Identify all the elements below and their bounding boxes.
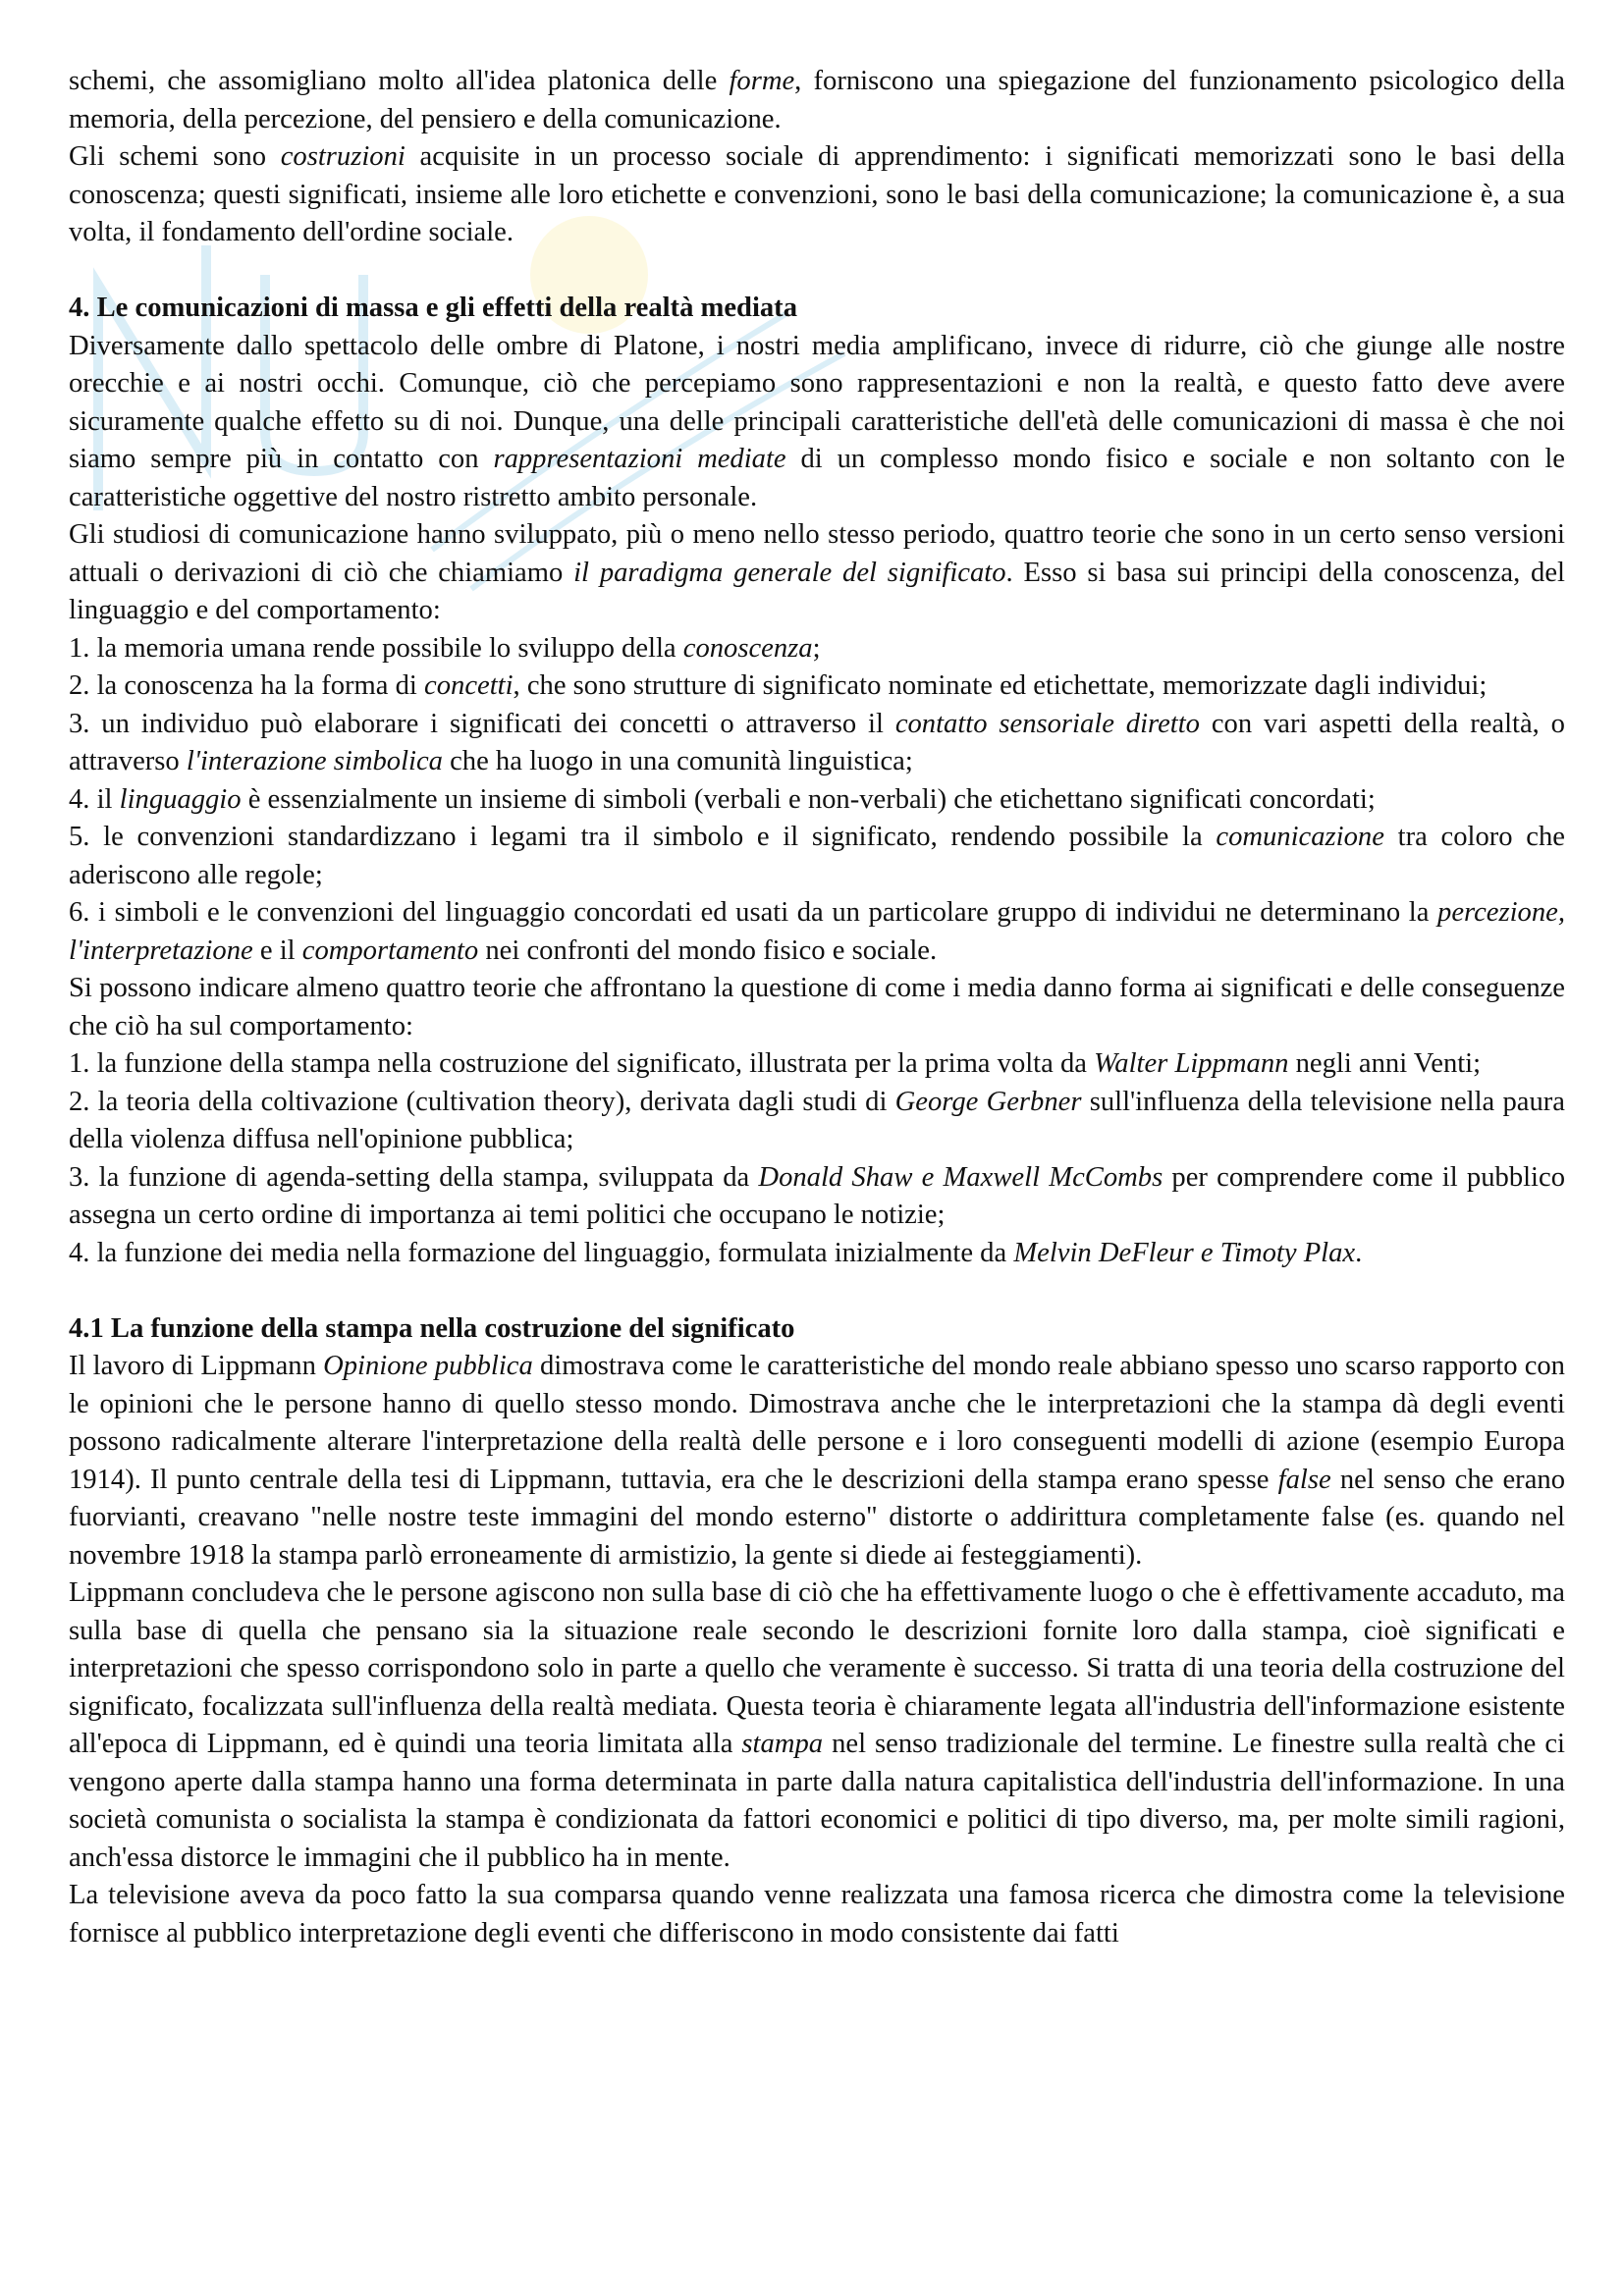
italic-text: percezione, l'interpretazione (69, 897, 1565, 966)
list-item (69, 1045, 1565, 1084)
italic-text: Walter Lippmann (1094, 1048, 1289, 1079)
text-run: Gli schemi sono (69, 141, 281, 172)
text-run: Si possono indicare almeno quattro teorie che affrontano la questione di come i media danno forma ai significati e delle conseguenze che ciò ha sul comportamento: (69, 973, 1565, 1041)
text-run: negli anni Venti; (1288, 1048, 1482, 1079)
text-run: 5. le convenzioni standardizzano i legami tra il simbolo e il significato, rendendo possibile la (69, 822, 1217, 852)
italic-text: concetti (424, 670, 514, 701)
italic-text: Opinione pubblica (323, 1351, 533, 1381)
text-run: 3. la funzione di agenda-setting della stampa, sviluppata da (69, 1161, 759, 1193)
list-item (69, 1235, 1565, 1273)
italic-text: Donald Shaw e Maxwell McCombs (758, 1161, 1163, 1193)
italic-text: l'interazione simbolica (186, 746, 443, 776)
text-run: , forniscono una spiegazione del funzionamento psicologico della memoria, della percezione, del pensiero e della comunicazione. (69, 66, 1565, 134)
italic-text: conoscenza (682, 632, 813, 664)
italic-text: Melvin DeFleur e Timoty Plax (1013, 1237, 1356, 1268)
text-run: tra coloro che aderiscono alle regole; (69, 822, 1565, 890)
text-run: Il lavoro di Lippmann (69, 1351, 324, 1381)
text-run: acquisite in un processo sociale di apprendimento: i significati memorizzati sono le basi della conoscenza; questi significati, insieme alle loro etichette e convenzioni, sono le basi della comunicazione; la comunicazione è, a sua volta, il fondamento dell'ordine sociale. (69, 141, 1565, 247)
section-4-paragraph-1 (69, 328, 1565, 517)
text-run: nel senso tradizionale del termine. Le finestre sulla realtà che ci vengono aperte dalla stampa hanno una forma determinata in parte dalla natura capitalistica dell'industria dell'informazione. In una società comunista o socialista la stampa è condizionata da fattori economici e politici di tipo diverso, ma, per molte simili ragioni, anch'essa distorce le immagini che il pubblico ha in mente. (69, 1729, 1565, 1873)
italic-text: linguaggio (119, 783, 242, 815)
list-item (69, 894, 1565, 970)
document-page (69, 63, 1565, 1952)
italic-text: stampa (741, 1729, 824, 1759)
text-run: 2. la teoria della coltivazione (cultivation theory), derivata dagli studi di (69, 1086, 895, 1117)
section-4-1-paragraph-2 (69, 1575, 1565, 1877)
italic-text: comportamento (301, 934, 479, 966)
text-run: dimostrava come le caratteristiche del mondo reale abbiano spesso uno scarso rapporto con le opinioni che le persone hanno di quello stesso mondo. Dimostrava anche che le interpretazioni che la stampa dà degli eventi possono radicalmente alterare l'interpretazione della realtà delle persone e i loro conseguenti modelli di azione (esempio Europa 1914). Il punto centrale della tesi di Lippmann, tuttavia, era che le descrizioni della stampa erano spesse (69, 1351, 1565, 1495)
theories-list (69, 1045, 1565, 1272)
list-item (69, 667, 1565, 706)
list-item (69, 1084, 1565, 1159)
list-item (69, 781, 1565, 820)
text-run: nel senso che erano fuorvianti, creavano "nelle nostre teste immagini del mondo esterno" distorte o addirittura completamente false (es. quando nel novembre 1918 la stampa parlò erroneamente di armistizio, la gente si diede ai festeggiamenti). (69, 1464, 1565, 1571)
text-run: 3. un individuo può elaborare i significati dei concetti o attraverso il (69, 708, 895, 739)
intro-paragraph-1 (69, 63, 1565, 138)
spacer (69, 252, 1565, 291)
list-item (69, 706, 1565, 781)
list-item (69, 819, 1565, 894)
text-run: 4. la funzione dei media nella formazione del linguaggio, formulata inizialmente da (69, 1237, 1014, 1268)
text-run: Lippmann concludeva che le persone agiscono non sulla base di ciò che ha effettivamente luogo o che è effettivamente accaduto, ma sulla base di quella che pensano sia la situazione reale secondo le descrizioni fornite loro dalla stampa, cioè significati e interpretazioni che spesso corrispondono solo in parte a quello che veramente è successo. Si tratta di una teoria della costruzione del significato, focalizzata sull'influenza della realtà mediata. Questa teoria è chiaramente legata all'industria dell'informazione esistente all'epoca di Lippmann, ed è quindi una teoria limitata alla (69, 1577, 1565, 1759)
text-run: con vari aspetti della realtà, o attraverso (69, 708, 1565, 776)
section-4-1-paragraph-3 (69, 1877, 1565, 1952)
italic-text: il paradigma generale del significato (573, 557, 1006, 588)
text-run: 6. i simboli e le convenzioni del linguaggio concordati ed usati da un particolare gruppo di individui ne determinano la (69, 897, 1438, 928)
text-run: Diversamente dallo spettacolo delle ombre di Platone, i nostri media amplificano, invece di ridurre, ciò che giunge alle nostre orecchie e ai nostri occhi. Comunque, ciò che percepiamo sono rappresentazioni e non la realtà, e questo fatto deve avere sicuramente qualche effetto su di noi. Dunque, una delle principali caratteristiche dell'età delle comunicazioni di massa è che noi siamo sempre più in contatto con (69, 330, 1565, 474)
section-4-paragraph-3 (69, 970, 1565, 1045)
text-run: schemi, che assomigliano molto all'idea platonica delle (69, 66, 730, 96)
italic-text: contatto sensoriale diretto (894, 708, 1200, 739)
text-run: La televisione aveva da poco fatto la sua comparsa quando venne realizzata una famosa ricerca che dimostra come la televisione fornisce al pubblico interpretazione degli eventi che differiscono in modo consistente dai fatti (69, 1880, 1565, 1949)
intro-paragraph-2 (69, 138, 1565, 252)
text-run: 2. la conoscenza ha la forma di (69, 670, 425, 701)
text-run: sull'influenza della televisione nella paura della violenza diffusa nell'opinione pubblica; (69, 1086, 1565, 1154)
italic-text: comunicazione (1216, 822, 1384, 852)
text-run: . (1355, 1237, 1363, 1268)
spacer (69, 1272, 1565, 1310)
text-run: e il (252, 934, 302, 966)
text-run: 4. il (69, 783, 120, 815)
text-run: che ha luogo in una comunità linguistica; (442, 746, 913, 776)
italic-text: false (1277, 1464, 1331, 1495)
text-run: Gli studiosi di comunicazione hanno sviluppato, più o meno nello stesso periodo, quattro teorie che sono in un certo senso versioni attuali o derivazioni di ciò che chiamiamo (69, 519, 1565, 588)
text-run: 1. la funzione della stampa nella costruzione del significato, illustrata per la prima volta da (69, 1048, 1095, 1079)
italic-text: George Gerbner (894, 1086, 1082, 1117)
list-item (69, 630, 1565, 668)
text-run: . Esso si basa sui principi della conoscenza, del linguaggio e del comportamento: (69, 557, 1565, 625)
section-4-paragraph-2 (69, 516, 1565, 630)
text-run: è essenzialmente un insieme di simboli (verbali e non-verbali) che etichettano significati concordati; (241, 783, 1376, 815)
text-run: nei confronti del mondo fisico e sociale. (478, 934, 938, 966)
section-4-1-heading: 4.1 La funzione della stampa nella costruzione del significato (69, 1312, 795, 1344)
text-run: , che sono strutture di significato nominate ed etichettate, memorizzate dagli individui; (513, 670, 1488, 701)
italic-text: rappresentazioni mediate (493, 444, 786, 474)
text-run: ; (812, 632, 821, 664)
principles-list (69, 630, 1565, 971)
section-4-heading: 4. Le comunicazioni di massa e gli effetti della realtà mediata (69, 293, 797, 323)
italic-text: costruzioni (280, 141, 406, 172)
text-run: di un complesso mondo fisico e sociale e non soltanto con le caratteristiche oggettive del nostro ristretto ambito personale. (69, 444, 1565, 512)
italic-text: forme (729, 66, 795, 96)
text-run: per comprendere come il pubblico assegna un certo ordine di importanza ai temi politici che occupano le notizie; (69, 1161, 1565, 1230)
list-item (69, 1159, 1565, 1235)
section-4-1-paragraph-1 (69, 1348, 1565, 1575)
text-run: 1. la memoria umana rende possibile lo sviluppo della (69, 632, 683, 664)
